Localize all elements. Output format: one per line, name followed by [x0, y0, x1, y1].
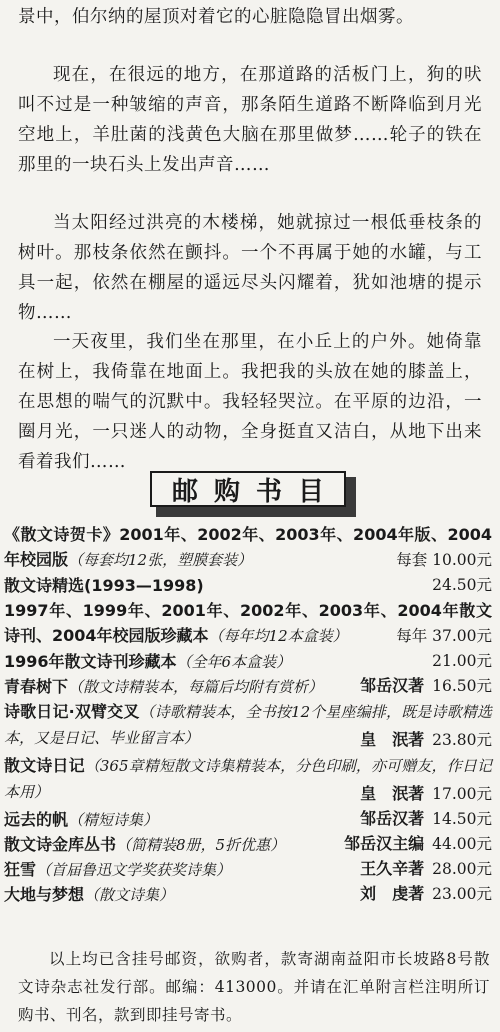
book-price: 44.00元	[432, 835, 492, 853]
book-title: 散文诗日记	[4, 756, 85, 775]
book-note: （365章精短散文诗集精装本，分色印刷，亦可赠友，作日记本用）	[4, 757, 492, 801]
book-author: 皇 泯著	[360, 730, 425, 749]
book-author: 王久辛著	[360, 859, 425, 878]
book-price: 17.00元	[432, 785, 492, 803]
book-author: 皇 泯著	[360, 784, 425, 803]
book-author: 邹岳汉主编	[344, 834, 425, 853]
book-note: （散文诗集）	[84, 886, 175, 904]
book-price: 23.80元	[432, 731, 492, 749]
book-author: 邹岳汉著	[360, 676, 425, 695]
section-title: 邮购书目	[150, 471, 346, 507]
book-title: 1997年、1999年、2001年、2002年、2003年、2004年散文诗刊、2004年校园版珍藏本	[4, 601, 492, 645]
prose-paragraph	[18, 60, 482, 180]
book-note: （诗歌精装本，全书按12个星座编排，既是诗歌精选本，又是日记、毕业留言本）	[4, 703, 492, 747]
book-note: （首届鲁迅文学奖获奖诗集）	[36, 861, 232, 879]
book-price: 每套 10.00元	[396, 551, 492, 569]
book-title: 诗歌日记·双臂交叉	[4, 702, 140, 721]
catalog-row	[4, 649, 492, 674]
book-note: （全年6本盒装）	[176, 653, 292, 671]
prose-text: 景中，伯尔纳的屋顶对着它的心脏隐隐冒出烟雾。	[18, 7, 414, 27]
book-price: 24.50元	[432, 576, 492, 594]
book-title: 《散文诗贺卡》2001年、2002年、2003年、2004年版、2004年校园版	[4, 525, 492, 569]
catalog-row	[4, 882, 492, 907]
book-price: 16.50元	[432, 677, 492, 695]
ordering-note	[18, 945, 490, 1029]
catalog-row	[4, 807, 492, 832]
book-price: 21.00元	[432, 652, 492, 670]
book-title: 散文诗精选(1993—1998)	[4, 576, 204, 595]
book-price: 14.50元	[432, 810, 492, 828]
book-title: 散文诗金库丛书	[4, 835, 117, 854]
ordering-note-text: 以上均已含挂号邮资，欲购者，款寄湖南益阳市长坡路8号散文诗杂志社发行部。邮编：413000。并请在汇单附言栏注明所订购书、刊名，款到即挂号寄书。	[18, 950, 490, 1024]
book-title: 远去的帆	[4, 810, 69, 829]
catalog-row	[4, 598, 492, 649]
book-catalog	[4, 522, 492, 907]
book-price: 28.00元	[432, 860, 492, 878]
book-price: 每年 37.00元	[396, 627, 492, 645]
book-note: （精短诗集）	[68, 811, 159, 829]
catalog-row	[4, 857, 492, 882]
book-author: 邹岳汉著	[360, 809, 425, 828]
prose-text: 一天夜里，我们坐在那里，在小丘上的户外。她倚靠在树上，我倚靠在地面上。我把我的头放在她的膝盖上，在思想的喘气的沉默中。我轻轻哭泣。在平原的边沿，一圈月光，一只迷人的动物，全身挺直又洁白，从地下出来看着我们……	[18, 332, 482, 472]
section-title-box	[150, 471, 350, 511]
book-note: （每年均12本盒装）	[208, 627, 348, 645]
catalog-row	[4, 832, 492, 857]
catalog-row	[4, 522, 492, 573]
catalog-row	[4, 753, 492, 807]
prose-text: 现在，在很远的地方，在那道路的活板门上，狗的吠叫不过是一种皱缩的声音，那条陌生道路不断降临到月光空地上，羊肚菌的浅黄色大脑在那里做梦……轮子的铁在那里的一块石头上发出声音……	[18, 65, 482, 175]
book-title: 狂雪	[4, 860, 37, 879]
book-note: （散文诗精装本，每篇后均附有赏析）	[68, 678, 324, 696]
prose-text: 当太阳经过洪亮的木楼梯，她就掠过一根低垂枝条的树叶。那枝条依然在颤抖。一个不再属于她的水罐，与工具一起，依然在棚屋的遥远尽头闪耀着，犹如池塘的提示物……	[18, 213, 482, 323]
book-note: （简精装8册，5折优惠）	[116, 836, 286, 854]
book-price: 23.00元	[432, 885, 492, 903]
prose-paragraph	[18, 2, 482, 32]
prose-paragraph	[18, 208, 482, 328]
book-title: 大地与梦想	[4, 885, 85, 904]
prose-paragraph	[18, 327, 482, 477]
book-note: （每套均12张，塑膜套装）	[68, 551, 253, 569]
book-title: 1996年散文诗刊珍藏本	[4, 652, 177, 671]
catalog-row	[4, 674, 492, 699]
catalog-row	[4, 699, 492, 753]
book-author: 刘 虔著	[360, 884, 425, 903]
catalog-row	[4, 573, 492, 598]
book-title: 青春树下	[4, 677, 69, 696]
